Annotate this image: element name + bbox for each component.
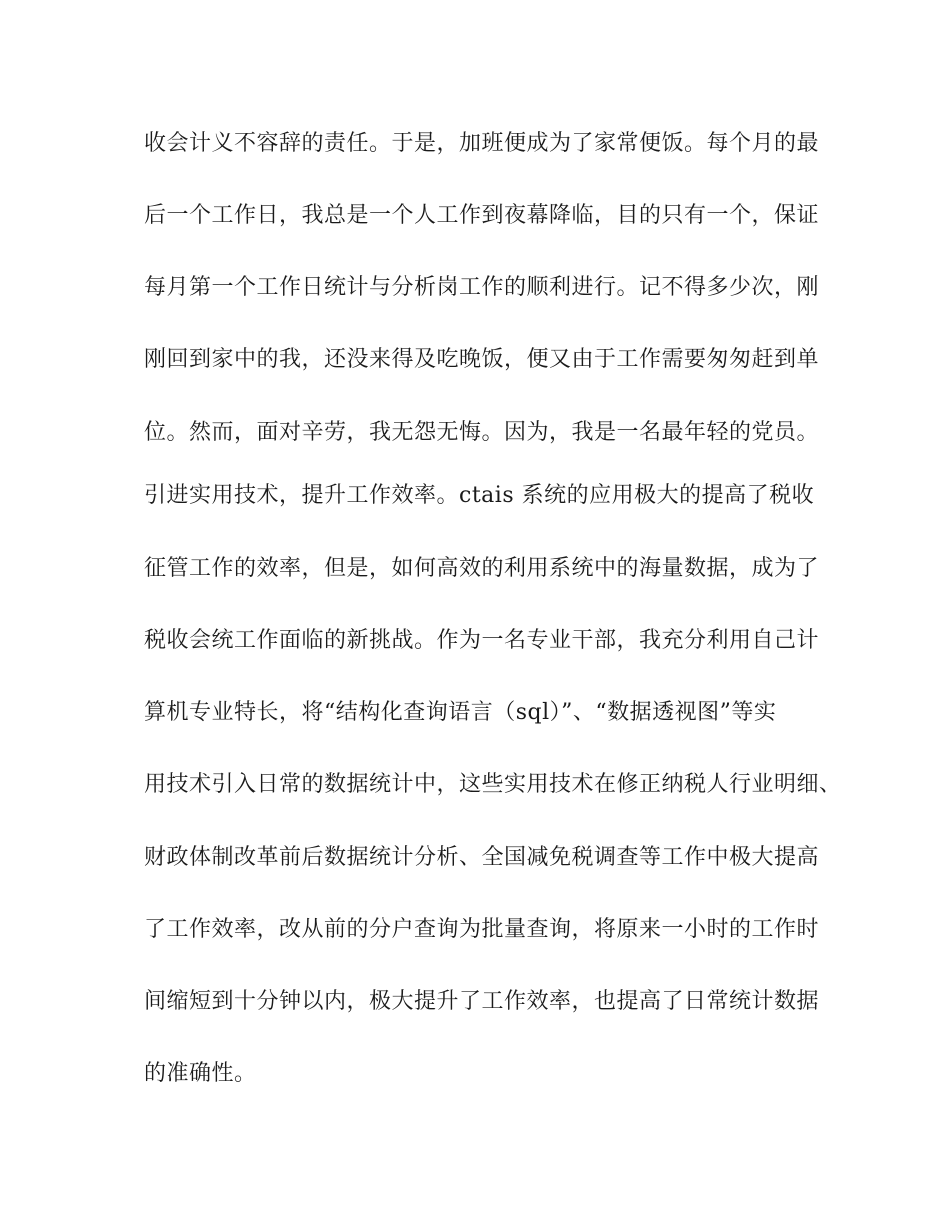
paragraph-line: 间缩短到十分钟以内，极大提升了工作效率，也提高了日常统计数据 [144, 989, 820, 1014]
paragraph-line: 了工作效率，改从前的分户查询为批量查询，将原来一小时的工作时 [144, 917, 820, 942]
paragraph-line: 的准确性。 [144, 1061, 257, 1086]
paragraph-line: 引进实用技术，提升工作效率。ctais 系统的应用极大的提高了税收 [144, 483, 815, 508]
paragraph-line: 财政体制改革前后数据统计分析、全国减免税调查等工作中极大提高 [144, 845, 820, 870]
paragraph-line: 后一个工作日，我总是一个人工作到夜幕降临，目的只有一个，保证 [144, 203, 820, 228]
paragraph-line: 税收会统工作面临的新挑战。作为一名专业干部，我充分利用自己计 [144, 628, 820, 653]
paragraph-line: 位。然而，面对辛劳，我无怨无悔。因为，我是一名最年轻的党员。 [144, 420, 820, 445]
paragraph-line: 算机专业特长，将“结构化查询语言（sql）”、“数据透视图”等实 [144, 700, 777, 725]
paragraph-line: 每月第一个工作日统计与分析岗工作的顺利进行。记不得多少次，刚 [144, 275, 820, 300]
paragraph-line: 收会计义不容辞的责任。于是，加班便成为了家常便饭。每个月的最 [144, 131, 820, 156]
paragraph-line: 征管工作的效率，但是，如何高效的利用系统中的海量数据，成为了 [144, 556, 820, 581]
paragraph-line: 刚回到家中的我，还没来得及吃晚饭，便又由于工作需要匆匆赶到单 [144, 347, 820, 372]
paragraph-line: 用技术引入日常的数据统计中，这些实用技术在修正纳税人行业明细、 [144, 772, 842, 797]
